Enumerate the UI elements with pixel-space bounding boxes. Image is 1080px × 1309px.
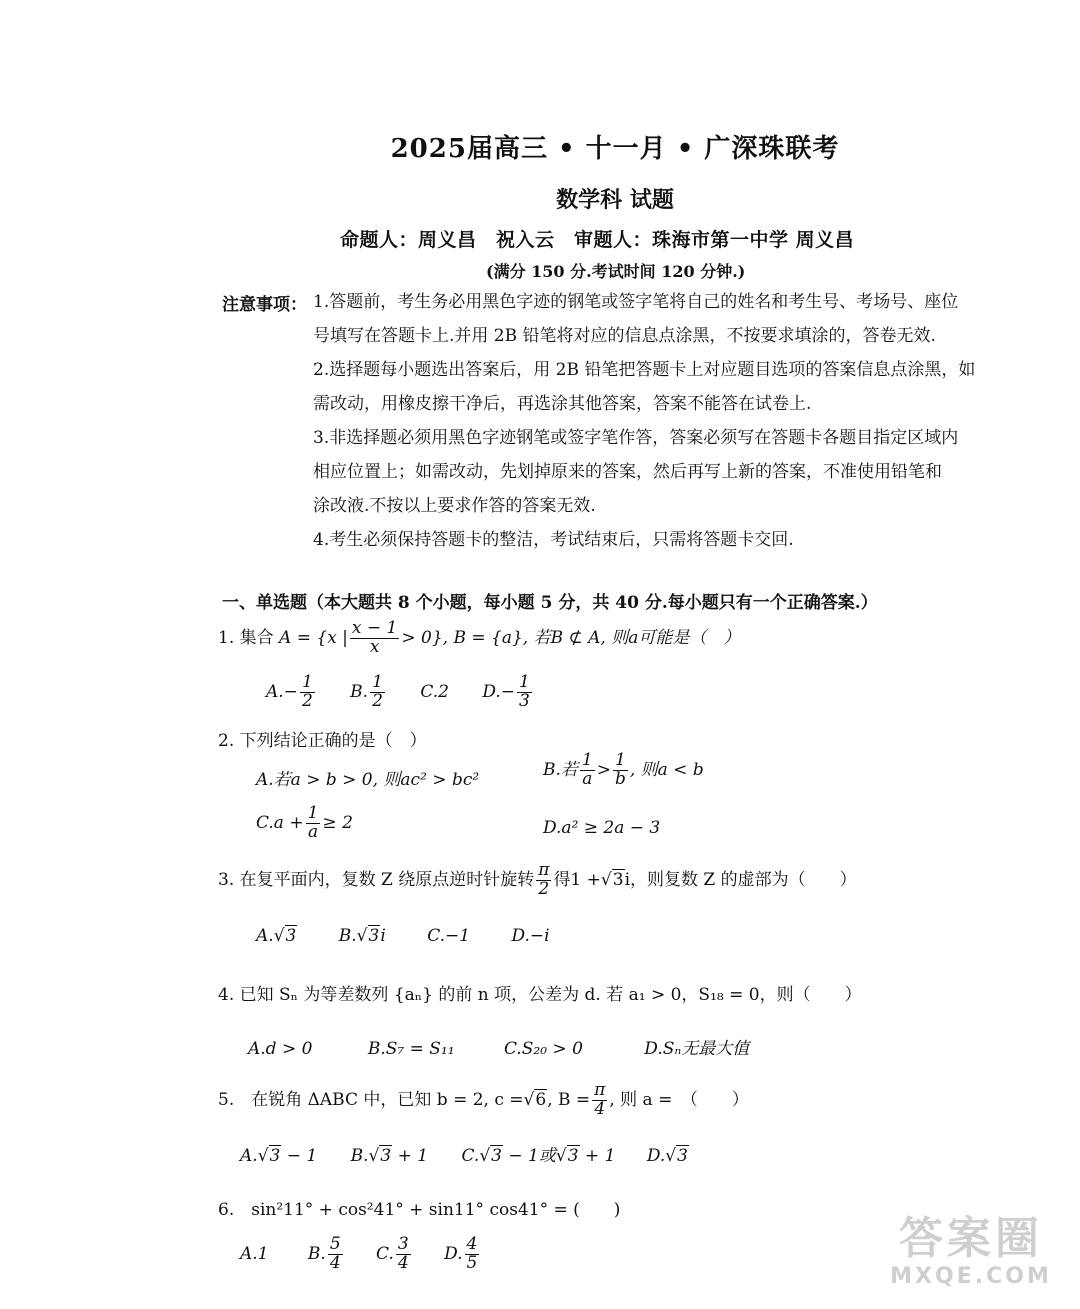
section-heading: 一、单选题（本大题共 8 个小题，每小题 5 分，共 40 分.每小题只有一个正确答案.） — [222, 593, 878, 613]
question-4-stem: 4. 已知 Sₙ 为等差数列 {aₙ} 的前 n 项，公差为 d. 若 a₁ > 0，S₁₈ = 0，则（ ） — [218, 985, 862, 1005]
option-d: D.√3 — [646, 1146, 688, 1166]
question-6-stem: 6. sin²11° + cos²41° + sin11° cos41° = ( ) — [218, 1200, 621, 1220]
option-c: C.√3 − 1或√3 + 1 — [461, 1146, 616, 1166]
option-d: D.−i — [511, 926, 550, 946]
option-b: B. $\frac{1}{2}$ — [350, 672, 383, 711]
option-a: A.d > 0 — [248, 1039, 313, 1059]
question-text: 集合 — [239, 627, 274, 648]
option-a: A.− $\frac{1}{2}$ — [266, 672, 313, 711]
authors-line: 命题人：周义昌 祝入云 审题人：珠海市第一中学 周义昌 — [340, 229, 855, 251]
option-b: B.若 $\frac{1}{a}$ > $\frac{1}{b}$ , 则a < b — [543, 750, 704, 789]
option-d: D.Sₙ无最大值 — [644, 1039, 750, 1059]
notice-line: 需改动，用橡皮擦干净后，再选涂其他答案，答案不能答在试卷上. — [313, 394, 812, 414]
question-5-options — [240, 1141, 689, 1166]
option-c: C.−1 — [427, 926, 471, 946]
question-3-options — [256, 926, 550, 946]
notice-line: 2.选择题每小题选出答案后，用 2B 铅笔把答题卡上对应题目选项的答案信息点涂黑，如 — [313, 360, 976, 380]
option-b: B. $\frac{5}{4}$ — [307, 1234, 341, 1273]
score-time-note: (满分 150 分.考试时间 120 分钟.) — [486, 262, 746, 281]
option-c: C.a + $\frac{1}{a}$ ≥ 2 — [256, 803, 353, 842]
notice-line: 1.答题前，考生务必用黑色字迹的钢笔或签字笔将自己的姓名和考生号、考场号、座位 — [313, 292, 959, 312]
option-d: D.a² ≥ 2a − 3 — [543, 818, 661, 838]
notice-line: 相应位置上；如需改动，先划掉原来的答案，然后再写上新的答案，不准使用铅笔和 — [313, 462, 942, 482]
option-c: C.S₂₀ > 0 — [503, 1039, 583, 1059]
question-number: 1. — [218, 627, 235, 648]
notice-line: 涂改液.不按以上要求作答的答案无效. — [313, 496, 596, 516]
subject-subtitle: 数学科 试题 — [556, 187, 674, 213]
option-c: C. $\frac{3}{4}$ — [376, 1234, 409, 1273]
option-d: D.− $\frac{1}{3}$ — [482, 672, 530, 711]
option-a: A.若a > b > 0, 则ac² > bc² — [256, 770, 480, 790]
option-a: A.1 — [240, 1243, 269, 1264]
option-a: A.√3 — [256, 926, 297, 946]
option-b: B.√3i — [338, 926, 386, 946]
option-b: B.√3 + 1 — [350, 1146, 429, 1166]
question-2-stem: 2. 下列结论正确的是（ ） — [218, 731, 427, 751]
question-6-options — [240, 1236, 481, 1273]
notice-line: 4.考生必须保持答题卡的整洁，考试结束后，只需将答题卡交回. — [313, 530, 794, 550]
question-1-options — [266, 674, 534, 711]
question-1-stem — [218, 620, 740, 657]
question-5-stem: 5. 在锐角 ΔABC 中，已知 b = 2, c =√6, B = $\frac{\pi}{4}$ , 则 a = （ ） — [218, 1080, 749, 1119]
option-a: A.√3 − 1 — [240, 1146, 318, 1166]
option-c: C.2 — [420, 681, 449, 702]
page-title: 2025届高三 • 十一月 • 广深珠联考 — [390, 134, 840, 164]
watermark-logo: 答案圈 MXQE.COM — [890, 1213, 1052, 1289]
math-expr: > 0}, B = {a}, 若B ⊄ A, 则a可能是（ ） — [401, 627, 741, 648]
notice-line: 3.非选择题必须用黑色字迹钢笔或签字笔作答，答案必须写在答题卡各题目指定区域内 — [313, 428, 959, 448]
notice-line: 号填写在答题卡上.并用 2B 铅笔将对应的信息点涂黑，不按要求填涂的，答卷无效. — [313, 326, 936, 346]
notice-block — [313, 285, 975, 557]
option-b: B.S₇ = S₁₁ — [367, 1039, 455, 1059]
question-3-stem: 3. 在复平面内，复数 Z 绕原点逆时针旋转 $\frac{\pi}{2}$ 得1 +√3i，则复数 Z 的虚部为（ ） — [218, 860, 857, 899]
fraction: $\frac{x - 1}{x}$ — [351, 618, 398, 657]
option-d: D. $\frac{4}{5}$ — [444, 1234, 478, 1273]
math-expr: A = {x | — [279, 627, 348, 648]
question-4-options — [248, 1034, 749, 1059]
notice-label: 注意事项： — [222, 295, 307, 315]
